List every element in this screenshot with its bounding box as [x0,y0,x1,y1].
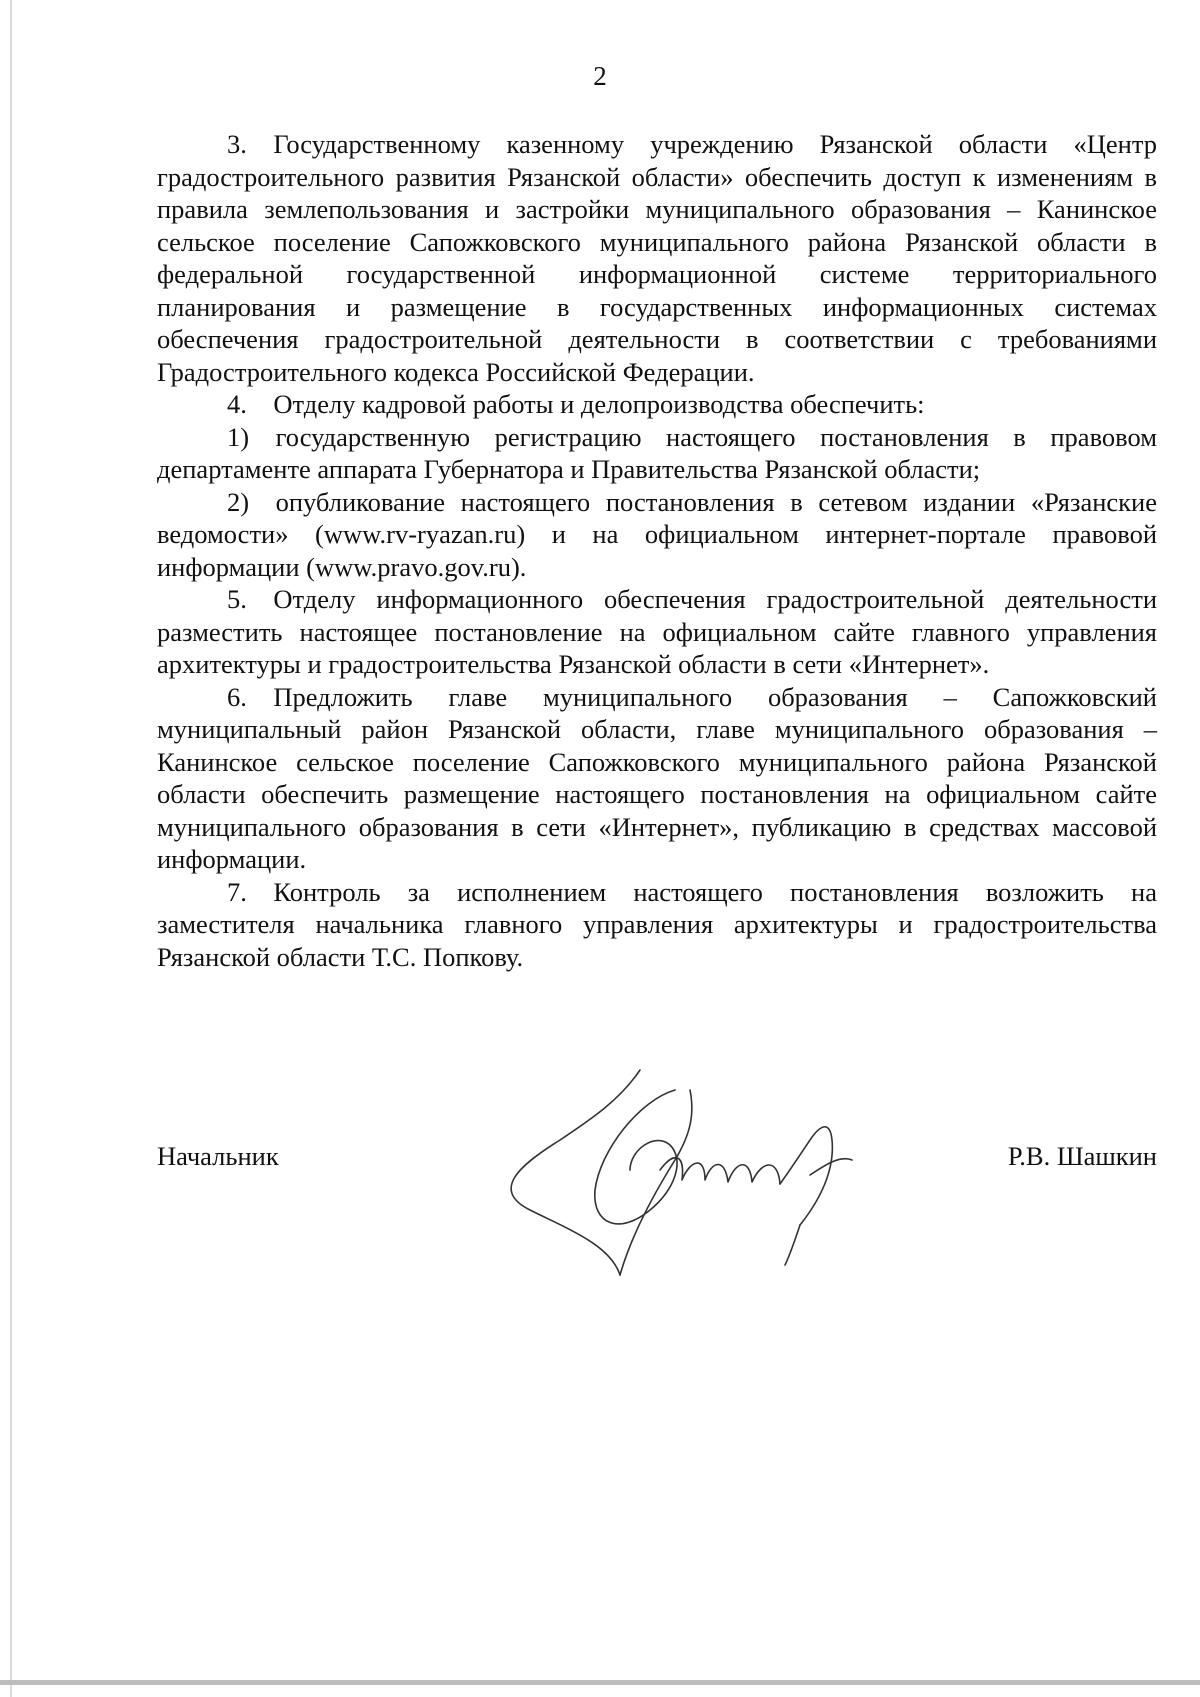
document-body [157,128,1157,973]
paragraph-6: 6. Предложить главе муниципального образования – Сапожковский муниципальный район Рязанской области, главе муниципального образования – Канинское сельское поселение Сапожковского муниципального района Рязанской области обеспечить размещение настоящего постановления на официальном сайте муниципального образования в сети «Интернет», публикацию в средствах массовой информации. [157,681,1157,874]
page-edge-left [10,0,12,1697]
signatory-position: Начальник [157,1141,279,1171]
paragraph-4-item-2: 2) опубликование настоящего постановления в сетевом издании «Рязанские ведомости» (www.rv-ryazan.ru) и на официальном интернет-портале правовой информации (www.pravo.gov.ru). [157,486,1157,582]
paragraph-4-item-1: 1) государственную регистрацию настоящего постановления в правовом департаменте аппарата Губернатора и Правительства Рязанской области; [157,421,1157,484]
paragraph-5: 5. Отделу информационного обеспечения градостроительной деятельности разместить настоящее постановление на официальном сайте главного управления архитектуры и градостроительства Рязанской области в сети «Интернет». [157,584,1157,679]
page-edge-bottom [0,1680,1200,1685]
paragraph-4: 4. Отделу кадровой работы и делопроизводства обеспечить: [227,389,925,419]
paragraph-3: 3. Государственному казенному учреждению Рязанской области «Центр градостроительного развития Рязанской области» обеспечить доступ к изменениям в правила землепользования и застройки муниципального образования – Канинское сельское поселение Сапожковского муниципального района Рязанской области в федеральной государственной информационной системе территориального планирования и размещение в государственных информационных системах обеспечения градостроительной деятельности в соответствии с требованиями Градостроительного кодекса Российской Федерации. [157,129,1157,387]
paragraph-7: 7. Контроль за исполнением настоящего постановления возложить на заместителя начальника главного управления архитектуры и градостроительства Рязанской области Т.С. Попкову. [157,876,1157,972]
page-number: 2 [593,61,607,91]
signature-block [157,1140,1157,1200]
signatory-name: Р.В. Шашкин [1007,1141,1157,1171]
